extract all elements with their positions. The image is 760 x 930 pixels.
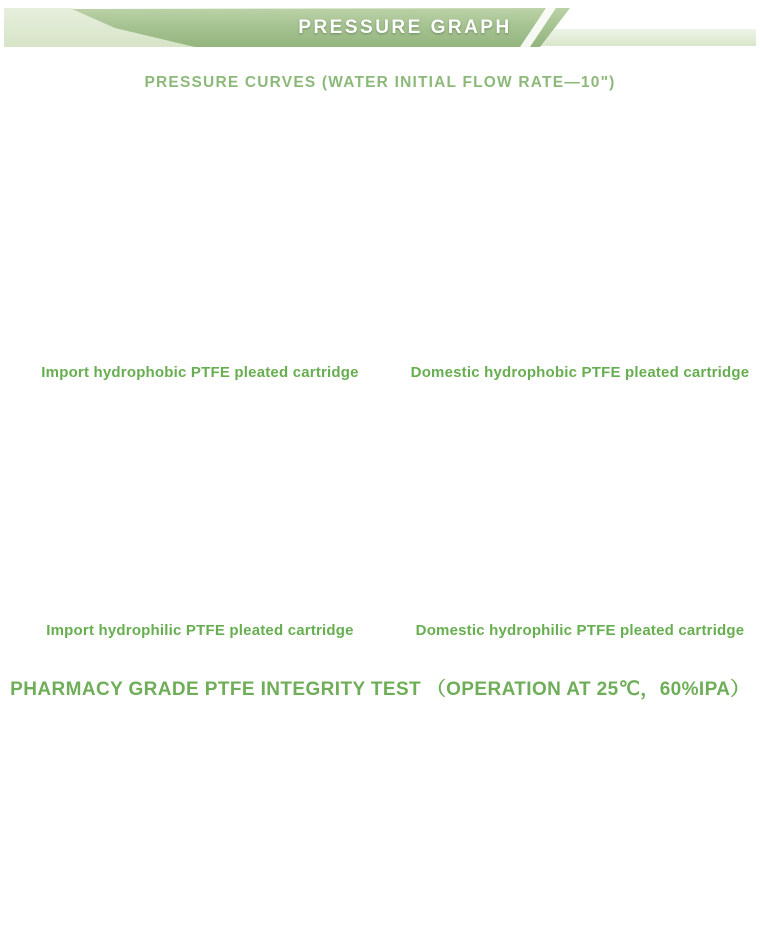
caption-import-hydrophilic: Import hydrophilic PTFE pleated cartridge	[46, 622, 354, 639]
banner-title: PRESSURE GRAPH	[298, 17, 512, 38]
integrity-test-title: PHARMACY GRADE PTFE INTEGRITY TEST （OPERATION AT 25℃，60%IPA）	[10, 679, 750, 700]
pressure-curves-subtitle: PRESSURE CURVES (WATER INITIAL FLOW RATE—10")	[144, 74, 616, 91]
banner-pale-right-shape	[538, 29, 756, 46]
caption-domestic-hydrophilic: Domestic hydrophilic PTFE pleated cartridge	[415, 622, 745, 639]
caption-import-hydrophobic: Import hydrophobic PTFE pleated cartridge	[41, 364, 359, 381]
banner	[0, 0, 760, 60]
caption-domestic-hydrophobic: Domestic hydrophobic PTFE pleated cartridge	[410, 364, 750, 381]
